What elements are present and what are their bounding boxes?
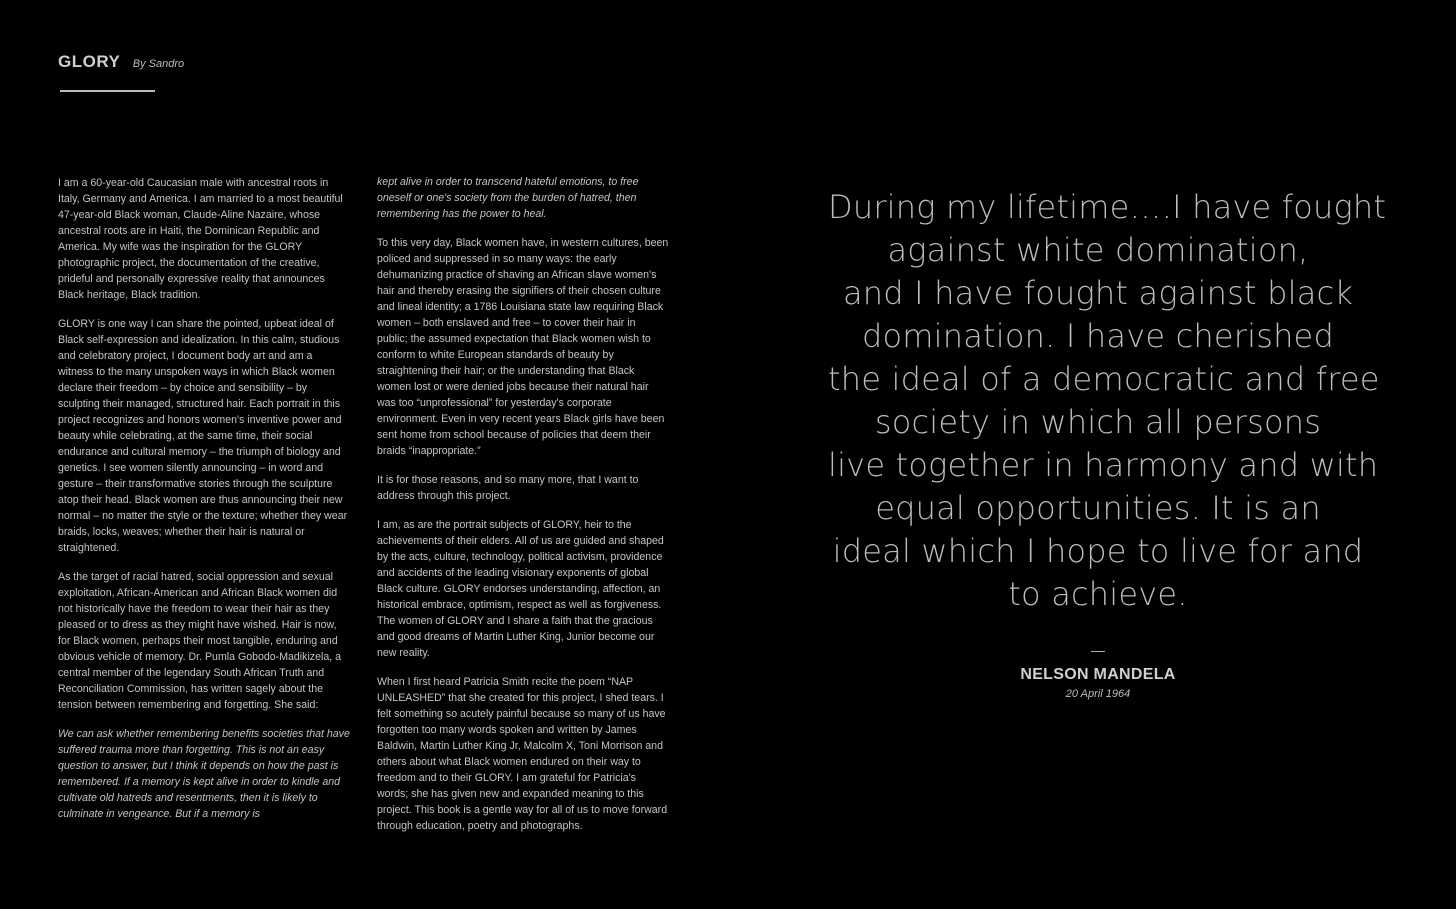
page-header <box>58 52 184 72</box>
header-underline <box>60 90 155 92</box>
quote-line: During my lifetime….I have fought <box>828 188 1387 226</box>
pull-quote <box>828 186 1387 700</box>
middle-paragraph-1-quotation: kept alive in order to transcend hateful emotions, to free oneself or one's society from the burden of hatred, then remembering has the power to heal. <box>377 176 639 220</box>
left-paragraph-3: As the target of racial hatred, social oppression and sexual exploitation, African-American and African Black women did not historically have the freedom to wear their hair as they pleased or to dress as they might have wished. Hair is now, for Black women, perhaps their most tangible, enduring and obvious vehicle of memory. Dr. Pumla Gobodo-Madikizela, a central member of the legendary South African Truth and Reconciliation Commission, has written sagely about the tension between remembering and forgetting. She said: <box>58 571 342 711</box>
middle-paragraph-3: It is for those reasons, and so many more, that I want to address through this project. <box>377 474 639 502</box>
quote-line: and I have fought against black <box>842 274 1354 312</box>
quote-line: ideal which I hope to live for and <box>832 532 1364 570</box>
middle-paragraph-5: When I first heard Patricia Smith recite the poem “NAP UNLEASHED” that she created for this project, I shed tears. I felt something so acutely painful because so many of us have forgotten too many words spoken and written by James Baldwin, Martin Luther King Jr, Malcolm X, Toni Morrison and others about what Black women endured on their way to freedom and to their GLORY. I am grateful for Patricia's words; she has given new and expanded meaning to this project. This book is a gentle way for all of us to move forward through education, poetry and photographs. <box>377 676 668 832</box>
quote-date: 20 April 1964 <box>1065 688 1131 700</box>
middle-text-column <box>377 174 669 847</box>
quote-line: against white domination, <box>887 231 1309 269</box>
left-paragraph-2: GLORY is one way I can share the pointed, upbeat ideal of Black self-expression and idealization. In this calm, studious and celebratory project, I document body art and am a witness to the many unspoken ways in which Black women declare their freedom – by choice and sensibility – by sculpting their managed, structured hair. Each portrait in this project recognizes and honors women's inventive power and beauty while celebrating, at the same time, their social endurance and cultural memory – the triumph of biology and genetics. I see women silently announcing – in word and gesture – their transformative stories through the sculpture atop their head. Black women are thus announcing their new normal – no matter the style or the texture; whether they wear braids, locks, weaves; whether their hair is natural or straightened. <box>58 318 348 554</box>
quote-text <box>828 186 1387 616</box>
quote-line: society in which all persons <box>874 403 1322 441</box>
quote-line: the ideal of a democratic and free <box>828 360 1380 398</box>
left-paragraph-4-quotation: We can ask whether remembering benefits societies that have suffered trauma more than forgetting. This is not an easy question to answer, but I think it depends on how the past is remembered. If a memory is kept alive in order to kindle and cultivate old hatreds and resentments, then it is likely to culminate in vengeance. But if a memory is <box>58 728 350 820</box>
quote-dash: — <box>1091 642 1105 658</box>
byline: By Sandro <box>132 58 185 70</box>
middle-paragraph-4: I am, as are the portrait subjects of GLORY, heir to the achievements of their elders. All of us are guided and shaped by the acts, culture, technology, political activism, providence and accidents of the leading visionary exponents of global Black culture. GLORY endorses understanding, affection, an historical embrace, optimism, respect as well as forgiveness. The women of GLORY and I share a faith that the gracious and good dreams of Martin Luther King, Junior become our new reality. <box>377 519 664 659</box>
quote-line: live together in harmony and with <box>828 446 1379 484</box>
quote-line: equal opportunities. It is an <box>875 489 1321 527</box>
left-paragraph-1: I am a 60-year-old Caucasian male with ancestral roots in Italy, Germany and America. I am married to a most beautiful 47-year-old Black woman, Claude-Aline Nazaire, whose ancestral roots are in Haiti, the Dominican Republic and America. My wife was the inspiration for the GLORY photographic project, the documentation of the creative, prideful and personally expressive reality that announces Black heritage, Black tradition. <box>58 177 343 301</box>
quote-line: domination. I have cherished <box>862 317 1334 355</box>
quote-line: to achieve. <box>1008 575 1188 613</box>
left-text-column <box>58 175 350 835</box>
page-title: GLORY <box>58 52 121 71</box>
quote-author: NELSON MANDELA <box>1020 666 1176 683</box>
middle-paragraph-2: To this very day, Black women have, in western cultures, been policed and suppressed in so many ways: the early dehumanizing practice of shaving an African slave women's hair and thereby erasing the signifiers of their chosen culture and lineal identity; a 1786 Louisiana state law requiring Black women – both enslaved and free – to cover their hair in public; the assumed expectation that Black women wish to conform to white European standards of beauty by straightening their hair; or the understanding that Black women lost or were denied jobs because their natural hair was too “unprofessional” for yesterday's corporate environment. Even in very recent years Black girls have been sent home from school because of policies that deem their braids “inappropriate.” <box>377 237 669 457</box>
